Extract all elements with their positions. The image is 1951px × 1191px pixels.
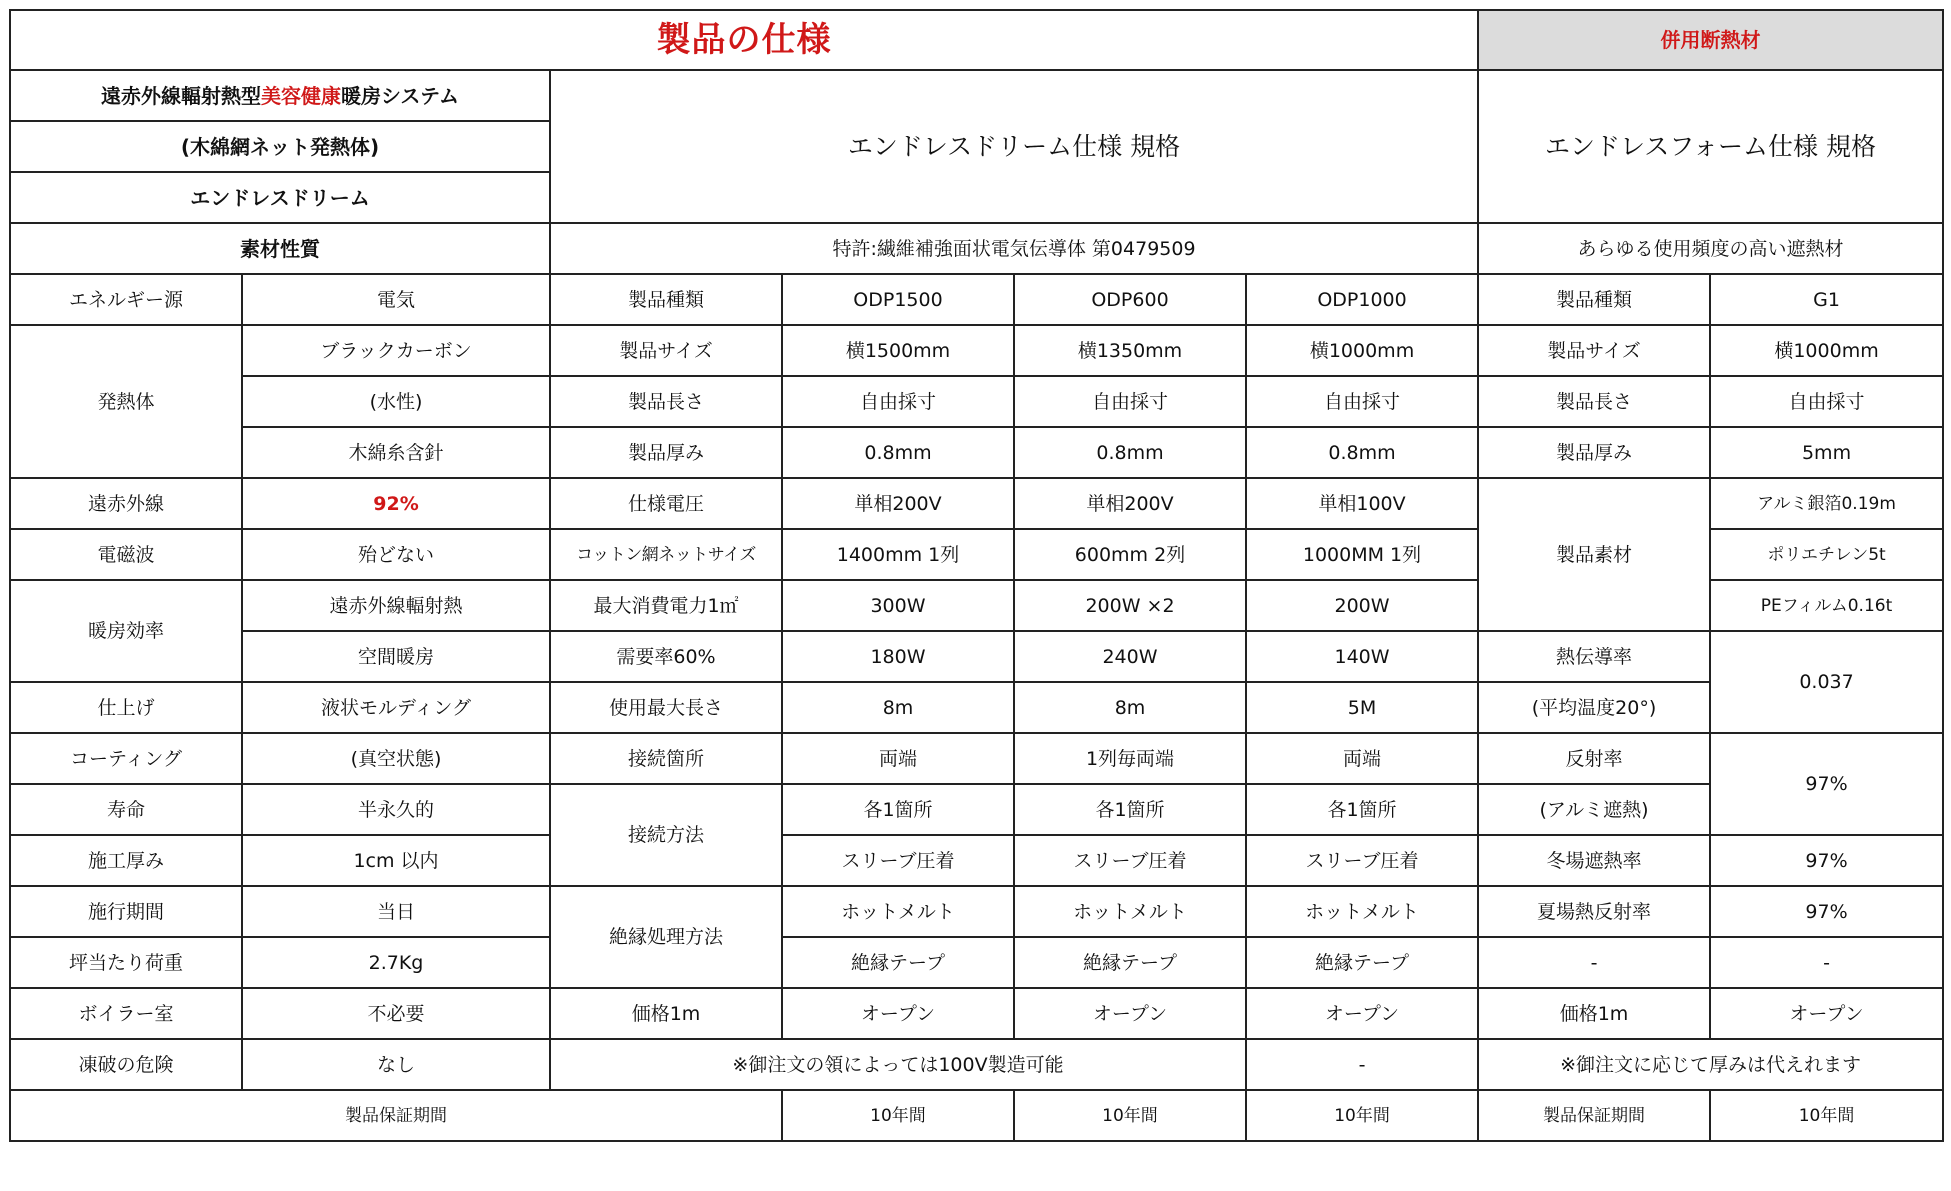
table-row: [10, 835, 1943, 886]
table-row: [10, 784, 1943, 835]
table-cell: 200W ×2: [1014, 580, 1246, 631]
table-cell: PEフィルム0.16t: [1710, 580, 1943, 631]
table-cell: ボイラー室: [10, 988, 242, 1039]
table-cell: 電気: [242, 274, 550, 325]
table-cell: ホットメルト: [1246, 886, 1478, 937]
table-cell: 単相200V: [782, 478, 1014, 529]
material-label: 素材性質: [10, 223, 550, 274]
table-cell: 仕様電圧: [550, 478, 782, 529]
table-cell: 自由採寸: [1014, 376, 1246, 427]
page-title: 製品の仕様: [10, 10, 1478, 70]
system-name: [10, 70, 550, 121]
table-cell: 自由採寸: [1710, 376, 1943, 427]
table-cell: 施工厚み: [10, 835, 242, 886]
table-row: [10, 631, 1943, 682]
table-row: [10, 886, 1943, 937]
table-cell: コーティング: [10, 733, 242, 784]
table-cell: 当日: [242, 886, 550, 937]
table-cell: (真空状態): [242, 733, 550, 784]
table-cell: 仕上げ: [10, 682, 242, 733]
table-row: [10, 376, 1943, 427]
table-cell: 1列毎両端: [1014, 733, 1246, 784]
table-cell: 絶縁テープ: [1014, 937, 1246, 988]
table-cell: 97%: [1710, 835, 1943, 886]
table-cell: (水性): [242, 376, 550, 427]
table-cell: 製品厚み: [1478, 427, 1710, 478]
table-cell: 製品種類: [550, 274, 782, 325]
table-cell: 8m: [782, 682, 1014, 733]
table-cell: 1400mm 1列: [782, 529, 1014, 580]
table-cell: 製品サイズ: [550, 325, 782, 376]
table-cell: 最大消費電力1㎡: [550, 580, 782, 631]
table-cell: 単相100V: [1246, 478, 1478, 529]
table-cell: 製品素材: [1478, 478, 1710, 631]
table-cell: 横1500mm: [782, 325, 1014, 376]
table-cell: 両端: [782, 733, 1014, 784]
table-cell: 接続箇所: [550, 733, 782, 784]
table-cell: ※御注文に応じて厚みは代えれます: [1478, 1039, 1943, 1090]
table-cell: 製品長さ: [1478, 376, 1710, 427]
table-cell: 木綿糸含針: [242, 427, 550, 478]
table-cell: ブラックカーボン: [242, 325, 550, 376]
table-cell: 各1箇所: [1246, 784, 1478, 835]
table-cell: 5mm: [1710, 427, 1943, 478]
table-cell: 施行期間: [10, 886, 242, 937]
table-cell: ODP600: [1014, 274, 1246, 325]
table-cell: 0.8mm: [1014, 427, 1246, 478]
table-cell: 製品種類: [1478, 274, 1710, 325]
table-cell: 0.037: [1710, 631, 1943, 733]
table-cell: 140W: [1246, 631, 1478, 682]
system-name-prefix: 遠赤外線輻射熱型: [101, 83, 261, 108]
table-cell: 熱伝導率: [1478, 631, 1710, 682]
table-cell: 絶縁処理方法: [550, 886, 782, 988]
table-cell: なし: [242, 1039, 550, 1090]
table-cell: 横1000mm: [1710, 325, 1943, 376]
table-cell: ポリエチレン5t: [1710, 529, 1943, 580]
foam-desc: あらゆる使用頻度の高い遮熱材: [1478, 223, 1943, 274]
table-cell: 10年間: [782, 1090, 1014, 1141]
table-cell: 殆どない: [242, 529, 550, 580]
table-cell: 各1箇所: [1014, 784, 1246, 835]
foam-spec-heading: エンドレスフォーム仕様 規格: [1478, 70, 1943, 223]
table-cell: 自由採寸: [1246, 376, 1478, 427]
product-name: エンドレスドリーム: [10, 172, 550, 223]
table-cell: オープン: [782, 988, 1014, 1039]
table-cell: コットン網ネットサイズ: [550, 529, 782, 580]
table-cell: (アルミ遮熱): [1478, 784, 1710, 835]
patent-text: 特許:繊維補強面状電気伝導体 第0479509: [550, 223, 1478, 274]
table-cell: ODP1000: [1246, 274, 1478, 325]
table-cell: オープン: [1710, 988, 1943, 1039]
table-cell: 2.7Kg: [242, 937, 550, 988]
table-cell: 0.8mm: [782, 427, 1014, 478]
table-cell: 液状モルディング: [242, 682, 550, 733]
title-row: [10, 10, 1943, 70]
table-cell: 空間暖房: [242, 631, 550, 682]
table-cell: 10年間: [1710, 1090, 1943, 1141]
table-row: [10, 478, 1943, 529]
table-cell: 各1箇所: [782, 784, 1014, 835]
table-cell: 8m: [1014, 682, 1246, 733]
table-cell: 製品サイズ: [1478, 325, 1710, 376]
table-cell: 製品厚み: [550, 427, 782, 478]
table-cell: 92%: [242, 478, 550, 529]
table-cell: ODP1500: [782, 274, 1014, 325]
table-cell: 暖房効率: [10, 580, 242, 682]
table-cell: スリーブ圧着: [1246, 835, 1478, 886]
table-row: [10, 427, 1943, 478]
table-cell: アルミ銀箔0.19m: [1710, 478, 1943, 529]
table-cell: 240W: [1014, 631, 1246, 682]
material-row: [10, 223, 1943, 274]
table-cell: -: [1246, 1039, 1478, 1090]
table-cell: オープン: [1246, 988, 1478, 1039]
table-row: [10, 682, 1943, 733]
table-cell: 200W: [1246, 580, 1478, 631]
table-cell: 1000MM 1列: [1246, 529, 1478, 580]
table-cell: 製品保証期間: [1478, 1090, 1710, 1141]
table-cell: 97%: [1710, 886, 1943, 937]
table-cell: 遠赤外線: [10, 478, 242, 529]
table-cell: 絶縁テープ: [1246, 937, 1478, 988]
table-cell: 価格1m: [550, 988, 782, 1039]
table-cell: 10年間: [1014, 1090, 1246, 1141]
table-cell: 電磁波: [10, 529, 242, 580]
table-cell: 0.8mm: [1246, 427, 1478, 478]
table-cell: 絶縁テープ: [782, 937, 1014, 988]
table-row: [10, 988, 1943, 1039]
table-cell: 単相200V: [1014, 478, 1246, 529]
table-cell: エネルギー源: [10, 274, 242, 325]
table-row: [10, 1039, 1943, 1090]
table-row: [10, 274, 1943, 325]
side-title: 併用断熱材: [1478, 10, 1943, 70]
table-cell: 180W: [782, 631, 1014, 682]
table-cell: スリーブ圧着: [782, 835, 1014, 886]
sub-name: (木綿網ネット発熱体): [10, 121, 550, 172]
table-cell: (平均温度20°): [1478, 682, 1710, 733]
table-cell: オープン: [1014, 988, 1246, 1039]
table-cell: -: [1710, 937, 1943, 988]
table-cell: 発熱体: [10, 325, 242, 478]
system-name-suffix: 暖房システム: [341, 83, 459, 108]
table-cell: 横1000mm: [1246, 325, 1478, 376]
table-cell: 夏場熱反射率: [1478, 886, 1710, 937]
table-cell: 需要率60%: [550, 631, 782, 682]
table-cell: 遠赤外線輻射熱: [242, 580, 550, 631]
table-cell: 接続方法: [550, 784, 782, 886]
table-cell: 1cm 以内: [242, 835, 550, 886]
table-cell: 冬場遮熱率: [1478, 835, 1710, 886]
table-cell: 製品保証期間: [10, 1090, 782, 1141]
table-row: [10, 937, 1943, 988]
dream-spec-heading: エンドレスドリーム仕様 規格: [550, 70, 1478, 223]
table-row: [10, 325, 1943, 376]
table-cell: ※御注文の領によっては100V製造可能: [550, 1039, 1246, 1090]
header-row-1: [10, 70, 1943, 121]
table-cell: 反射率: [1478, 733, 1710, 784]
table-cell: 価格1m: [1478, 988, 1710, 1039]
table-cell: -: [1478, 937, 1710, 988]
table-row: [10, 733, 1943, 784]
spec-sheet: [9, 9, 1944, 1142]
table-cell: 寿命: [10, 784, 242, 835]
table-cell: 97%: [1710, 733, 1943, 835]
table-cell: 不必要: [242, 988, 550, 1039]
table-cell: 坪当たり荷重: [10, 937, 242, 988]
table-cell: 10年間: [1246, 1090, 1478, 1141]
table-cell: 両端: [1246, 733, 1478, 784]
table-cell: 半永久的: [242, 784, 550, 835]
table-cell: 凍破の危険: [10, 1039, 242, 1090]
table-cell: スリーブ圧着: [1014, 835, 1246, 886]
table-cell: 横1350mm: [1014, 325, 1246, 376]
table-row: [10, 1090, 1943, 1141]
table-cell: G1: [1710, 274, 1943, 325]
table-cell: 300W: [782, 580, 1014, 631]
table-cell: 製品長さ: [550, 376, 782, 427]
table-cell: ホットメルト: [782, 886, 1014, 937]
table-cell: 600mm 2列: [1014, 529, 1246, 580]
system-name-highlight: 美容健康: [261, 83, 341, 108]
table-cell: 使用最大長さ: [550, 682, 782, 733]
table-cell: 自由採寸: [782, 376, 1014, 427]
table-cell: ホットメルト: [1014, 886, 1246, 937]
spec-table: [9, 9, 1944, 1142]
table-cell: 5M: [1246, 682, 1478, 733]
